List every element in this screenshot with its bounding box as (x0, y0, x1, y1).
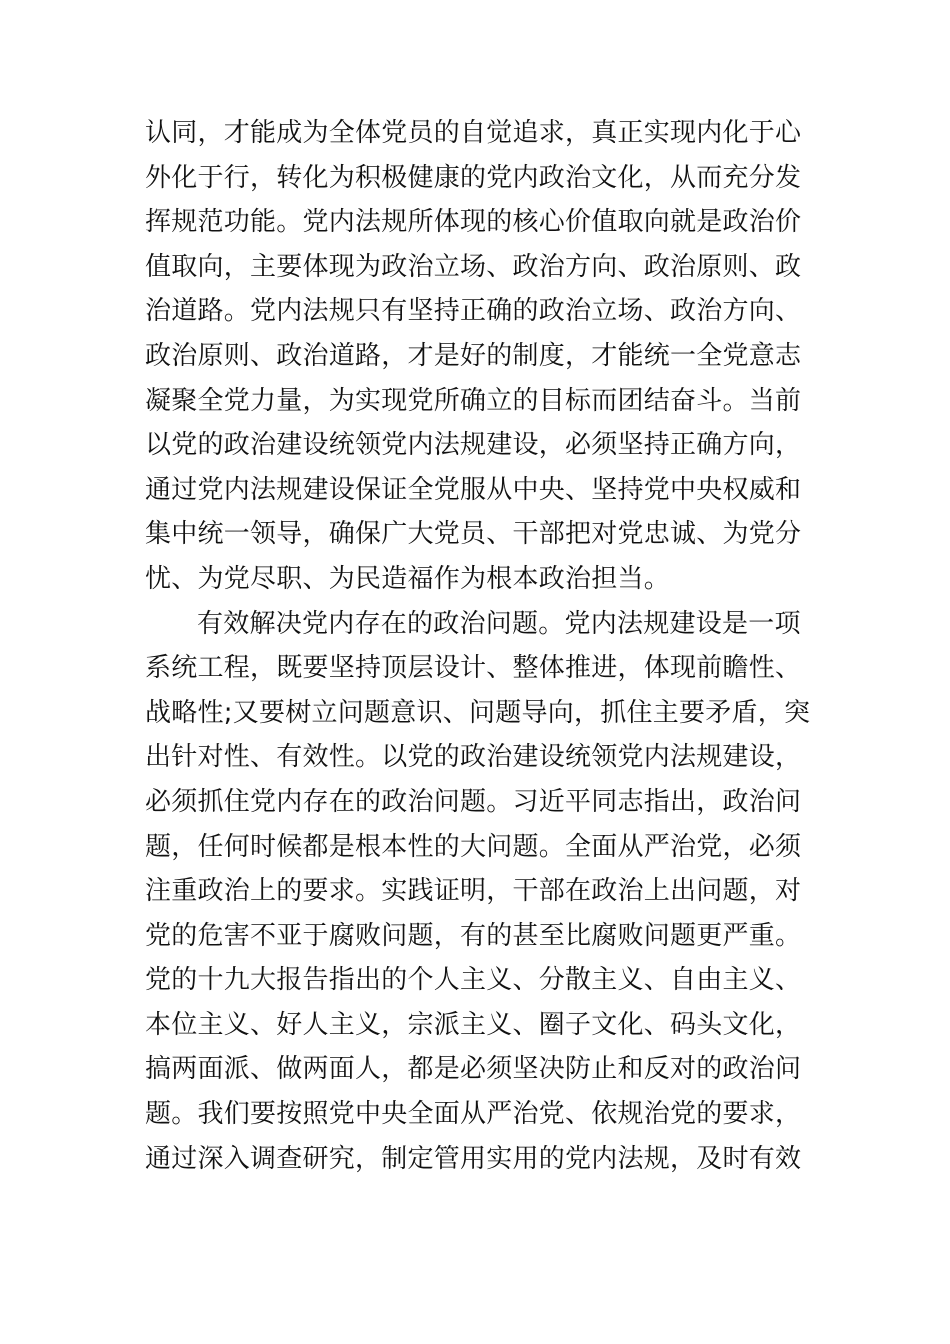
text-line: 战略性;又要树立问题意识、问题导向，抓住主要矛盾，突 (145, 697, 811, 728)
body-text (145, 111, 815, 1181)
text-line: 党的危害不亚于腐败问题，有的甚至比腐败问题更严重。 (145, 920, 802, 951)
text-line: 治道路。党内法规只有坚持正确的政治立场、政治方向、 (145, 296, 802, 327)
paragraph-start-line: 有效解决党内存在的政治问题。党内法规建设是一项 (197, 608, 801, 639)
text-line: 通过党内法规建设保证全党服从中央、坚持党中央权威和 (145, 474, 802, 505)
text-line: 集中统一领导，确保广大党员、干部把对党忠诚、为党分 (145, 519, 802, 550)
text-line: 必须抓住党内存在的政治问题。习近平同志指出，政治问 (145, 786, 802, 817)
text-line: 出针对性、有效性。以党的政治建设统领党内法规建设， (145, 742, 802, 773)
text-line: 通过深入调查研究，制定管用实用的党内法规，及时有效 (145, 1143, 802, 1174)
text-line: 搞两面派、做两面人，都是必须坚决防止和反对的政治问 (145, 1054, 802, 1085)
text-line: 题，任何时候都是根本性的大问题。全面从严治党，必须 (145, 831, 802, 862)
text-line: 挥规范功能。党内法规所体现的核心价值取向就是政治价 (145, 207, 802, 238)
text-line: 以党的政治建设统领党内法规建设，必须坚持正确方向， (145, 430, 802, 461)
text-line: 认同，才能成为全体党员的自觉追求，真正实现内化于心 (145, 118, 802, 148)
text-line: 值取向，主要体现为政治立场、政治方向、政治原则、政 (145, 251, 802, 282)
text-line: 注重政治上的要求。实践证明，干部在政治上出问题，对 (145, 876, 802, 907)
text-line: 忧、为党尽职、为民造福作为根本政治担当。 (145, 563, 671, 594)
text-line: 党的十九大报告指出的个人主义、分散主义、自由主义、 (145, 965, 802, 996)
text-line: 外化于行，转化为积极健康的党内政治文化，从而充分发 (145, 162, 802, 193)
text-line: 政治原则、政治道路，才是好的制度，才能统一全党意志 (145, 340, 802, 371)
text-line: 题。我们要按照党中央全面从严治党、依规治党的要求， (145, 1099, 802, 1130)
text-line: 凝聚全党力量，为实现党所确立的目标而团结奋斗。当前 (145, 385, 802, 416)
text-line: 本位主义、好人主义，宗派主义、圈子文化、码头文化， (145, 1009, 802, 1040)
text-line: 系统工程，既要坚持顶层设计、整体推进，体现前瞻性、 (145, 653, 802, 684)
